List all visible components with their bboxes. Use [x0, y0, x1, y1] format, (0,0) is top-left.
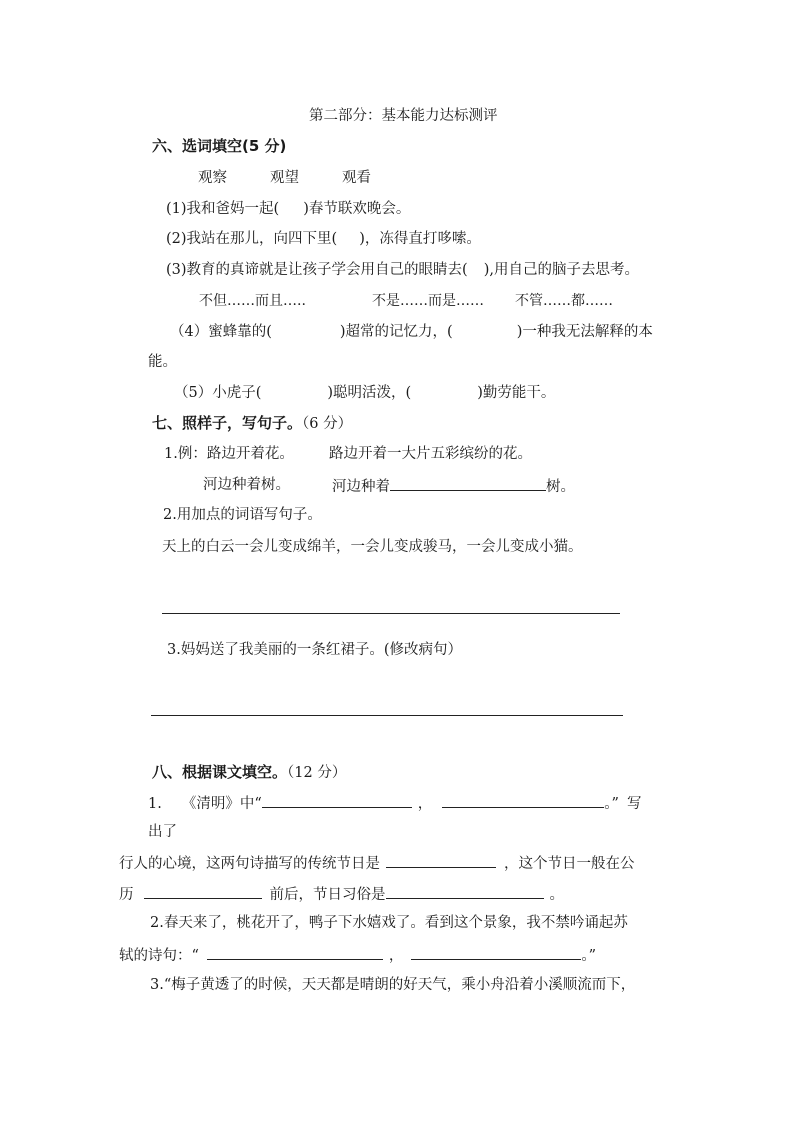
question-7-1-source: 河边种着树。 [203, 477, 290, 493]
question-text: )一种我无法解释的本 [516, 324, 653, 340]
question-text: ， [417, 796, 433, 812]
answer-blank[interactable] [442, 792, 604, 808]
question-text: 《清明》中“ [181, 796, 262, 812]
question-8-3-line1: 3.“梅子黄透了的时候，天天都是晴朗的好天气，乘小舟沿着小溪顺流而下， [150, 977, 636, 993]
question-7-2-label: 2.用加点的词语写句子。 [163, 507, 322, 523]
section-title-text: 七、照样子，写句子。 [152, 414, 303, 432]
question-8-1-line4 [119, 883, 564, 905]
answer-blank[interactable] [207, 944, 383, 960]
word-option: 不是……而是…… [372, 293, 484, 309]
page-title: 第二部分：基本能力达标测评 [309, 108, 498, 124]
section-score: （6 分） [302, 416, 353, 432]
question-6-4 [170, 322, 653, 342]
question-text: )，冻得直打哆嗦。 [359, 231, 481, 247]
question-8-1-line3 [119, 852, 635, 874]
question-text: ，这个节日一般在公 [504, 856, 635, 872]
question-text: 。” [581, 948, 597, 964]
question-text: )聪明活泼，( [327, 385, 412, 401]
question-6-2 [166, 229, 481, 249]
section-title-text: 八、根据课文填空。 [152, 763, 288, 781]
question-6-3 [166, 260, 639, 280]
answer-blank[interactable] [386, 883, 544, 899]
answer-line[interactable] [162, 613, 620, 614]
section-6-title: 六、选词填空(5 分) [152, 137, 287, 155]
word-option: 不但……而且….. [199, 293, 306, 309]
question-7-1 [332, 475, 575, 497]
question-text: )春节联欢晚会。 [303, 201, 411, 217]
question-text: （5）小虎子( [174, 385, 262, 401]
question-text: )勤劳能干。 [477, 385, 556, 401]
example-sentence: 1.例：路边开着花。 [164, 446, 294, 462]
question-text: 前后，节日习俗是 [269, 887, 386, 903]
question-text: 行人的心境，这两句诗描写的传统节日是 [119, 856, 380, 872]
question-text: (1)我和爸妈一起( [166, 201, 280, 217]
question-text: （4）蜜蜂靠的( [170, 324, 272, 340]
question-text: 树。 [546, 479, 575, 495]
question-8-1-line2: 出了 [148, 824, 177, 840]
question-8-2-line2 [119, 944, 596, 966]
word-option: 观望 [270, 170, 299, 186]
question-text: 。” [604, 796, 619, 812]
question-text: (2)我站在那儿，向四下里( [166, 231, 338, 247]
question-text: (3)教育的真谛就是让孩子学会用自己的眼睛去( [166, 262, 468, 278]
answer-blank[interactable] [386, 852, 496, 868]
question-6-5 [174, 383, 555, 403]
question-text: ， [388, 948, 404, 964]
question-text: 河边种着 [332, 479, 390, 495]
answer-line[interactable] [151, 715, 623, 716]
section-8-title [152, 762, 346, 783]
word-option: 观看 [342, 170, 371, 186]
word-option: 观察 [198, 170, 227, 186]
answer-blank[interactable] [262, 792, 412, 808]
question-text: 轼的诗句：“ [119, 948, 199, 964]
question-text: 。 [549, 887, 564, 903]
question-8-1 [148, 792, 641, 814]
answer-blank[interactable] [411, 944, 581, 960]
section-7-title [152, 413, 352, 434]
question-text: ),用自己的脑子去思考。 [483, 262, 639, 278]
question-6-1 [166, 199, 410, 219]
question-text: 写 [626, 796, 642, 812]
section-score: （12 分） [287, 765, 347, 781]
question-7-2-sentence: 天上的白云一会儿变成绵羊，一会儿变成骏马，一会儿变成小猫。 [162, 539, 583, 555]
question-7-3: 3.妈妈送了我美丽的一条红裙子。(修改病句） [167, 642, 462, 658]
question-6-4-cont: 能。 [148, 354, 177, 370]
example-answer: 路边开着一大片五彩缤纷的花。 [329, 446, 532, 462]
question-text: 历 [119, 887, 134, 903]
question-number: 1. [148, 796, 162, 812]
question-text: )超常的记忆力，( [339, 324, 453, 340]
answer-blank[interactable] [144, 883, 262, 899]
question-8-2-line1: 2.春天来了，桃花开了，鸭子下水嬉戏了。看到这个景象，我不禁吟诵起苏 [150, 915, 628, 931]
word-option: 不管……都…… [515, 293, 613, 309]
answer-blank[interactable] [390, 475, 546, 491]
